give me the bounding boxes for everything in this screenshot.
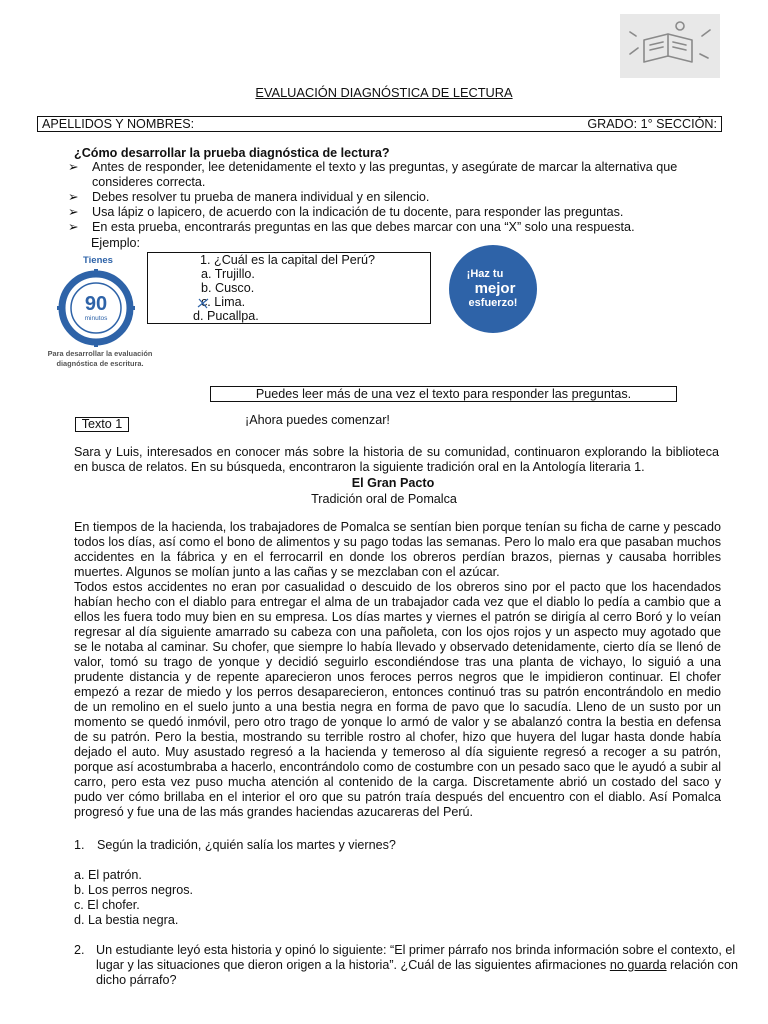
effort-line-1: ¡Haz tu (466, 268, 504, 280)
answer-option[interactable]: c. El chofer. (74, 898, 140, 912)
question-number: 1. (74, 838, 85, 852)
example-question-box (147, 252, 431, 324)
instructions-heading: ¿Cómo desarrollar la prueba diagnóstica de lectura? (74, 146, 390, 160)
instruction-item: ➢ Usa lápiz o lapicero, de acuerdo con la indicación de tu docente, para responder las preguntas. (68, 205, 624, 219)
example-option: c. Lima. (201, 295, 246, 309)
question-1 (74, 838, 714, 853)
names-label: APELLIDOS Y NOMBRES: (42, 117, 195, 131)
example-question: 1. ¿Cuál es la capital del Perú? (200, 253, 376, 267)
example-option: d. Pucallpa. (193, 309, 259, 323)
answer-option[interactable]: a. El patrón. (74, 868, 142, 882)
example-option: b. Cusco. (201, 281, 255, 295)
timer-icon (40, 250, 162, 370)
arrow-bullet-icon: ➢ (68, 160, 79, 174)
student-info-box (37, 116, 722, 132)
underlined-phrase: no guarda (609, 958, 667, 972)
question-number: 2. (74, 943, 85, 957)
timer-caption-1: Para desarrollar la evaluación (47, 349, 153, 358)
timer-unit: minutos (84, 315, 108, 322)
grade-label: GRADO: 1° SECCIÓN: (587, 117, 717, 131)
story-paragraph: Todos estos accidentes no eran por casualidad o descuido de los obreros sino por el pacto que los hacendados habían hecho con el diablo para entregar el alma de un trabajador cada vez que el diablo lo pedía a cambio que a ellos les fuera todo muy bien en su empresa. Los días martes y viernes el patrón se dirigía al cerro Boró y lo veían regresar al día siguiente amarrado su cabeza con una pañoleta, con los ojos rojos y un aspecto muy agotado que se le notaba al caminar. Su chofer, que siempre lo había llevado y observado detenidamente, cierto día se llenó de valor, tomó su trago de yonque y decidió seguirlo escondiéndose tras una planta de vichayo, lo siguió a una prudente distancia y de repente aparecieron unos feroces perros negros que le impidieron continuar. El chofer empezó a rezar de miedo y los perros desaparecieron, entonces continuó tras su patrón encontrándolo en medio de un remolino en el suelo junto a una bestia negra en forma de pavo que lo sacudía. Lleno de un susto por un momento se quedó inmóvil, pero otro trago de yonque lo armó de valor y se abalanzó contra la bestia en defensa de su patrón. Pero la bestia, mostrando su terrible rostro al chofer, hizo que huyera del lugar hasta donde había dejado el auto. Muy asustado regresó a la hacienda y temeroso al día siguiente regresó a recoger a su patrón, porque así acostumbraba a hacerlo, encontrándolo como de costumbre con un pesado saco que le ayudó a subir al carro, pero esta vez puso mucha atención al contenido de la carga. Discretamente abrió un costado del saco y pudo ver cómo brillaba en el interior el oro que su patrón traía después del encuentro con el diablo. Así Pomalca progresó y fue una de las más grandes haciendas azucareras del Perú. (74, 580, 721, 819)
effort-line-3: esfuerzo! (468, 297, 518, 309)
answer-option[interactable]: b. Los perros negros. (74, 883, 194, 897)
instruction-item: ➢ Debes resolver tu prueba de manera individual y en silencio. (68, 190, 430, 204)
instruction-item: ➢ Antes de responder, lee detenidamente el texto y las preguntas, y asegúrate de marcar la alternativa que consideres correcta. (68, 160, 678, 189)
tip-box: Puedes leer más de una vez el texto para responder las preguntas. (210, 386, 677, 402)
timer-top-text: Tienes (83, 255, 113, 266)
timer-badge (40, 250, 162, 370)
example-option: a. Trujillo. (201, 267, 255, 281)
answer-option[interactable]: d. La bestia negra. (74, 913, 179, 927)
intro-paragraph: Sara y Luis, interesados en conocer más sobre la historia de su comunidad, continuaron explorando la biblioteca en busca de relatos. En su búsqueda, encontraron la siguiente tradición oral en la Antología literaria 1. (74, 445, 719, 474)
question-2 (74, 943, 742, 988)
timer-number: 90 (84, 293, 108, 315)
arrow-bullet-icon: ➢ (68, 220, 79, 234)
question-text: Un estudiante leyó esta historia y opinó lo siguiente: “El primer párrafo nos brinda información sobre el contexto, el lugar y las situaciones que dieron origen a la historia”. ¿Cuál de las siguientes afirmaciones no guarda relación con dicho párrafo? (96, 943, 738, 987)
instructions-list (68, 160, 708, 235)
story-body (74, 520, 721, 820)
story-subtitle: Tradición oral de Pomalca (311, 492, 457, 506)
open-book-icon (620, 14, 720, 78)
document-title: EVALUACIÓN DIAGNÓSTICA DE LECTURA (255, 85, 513, 100)
question-text: Según la tradición, ¿quién salía los martes y viernes? (97, 838, 396, 852)
start-message: ¡Ahora puedes comenzar! (245, 413, 390, 427)
story-title: El Gran Pacto (351, 476, 435, 490)
instruction-item: ➢ En esta prueba, encontrarás preguntas en las que debes marcar con una “X” solo una respuesta. (68, 220, 635, 234)
example-label: Ejemplo: (91, 236, 140, 250)
question-1-options (74, 868, 193, 928)
effort-line-2: mejor (474, 280, 516, 297)
arrow-bullet-icon: ➢ (68, 205, 79, 219)
reading-logo (620, 14, 720, 78)
x-mark-icon (196, 296, 210, 310)
timer-caption-2: diagnóstica de escritura. (56, 359, 144, 368)
effort-badge-icon (445, 244, 541, 334)
effort-badge (445, 244, 541, 334)
arrow-bullet-icon: ➢ (68, 190, 79, 204)
story-paragraph: En tiempos de la hacienda, los trabajadores de Pomalca se sentían bien porque tenían su ficha de carne y pescado todos los días, así como el bono de alimentos y su pago todas las semanas. Pero lo malo era que pasaban muchos accidentes en la fábrica y en el ferrocarril en donde los obreros perdían brazos, piernas y causaba horribles muertes. Algunos se molían junto a las cañas y se mezclaban con el azúcar. (74, 520, 721, 579)
text-label: Texto 1 (75, 417, 129, 432)
